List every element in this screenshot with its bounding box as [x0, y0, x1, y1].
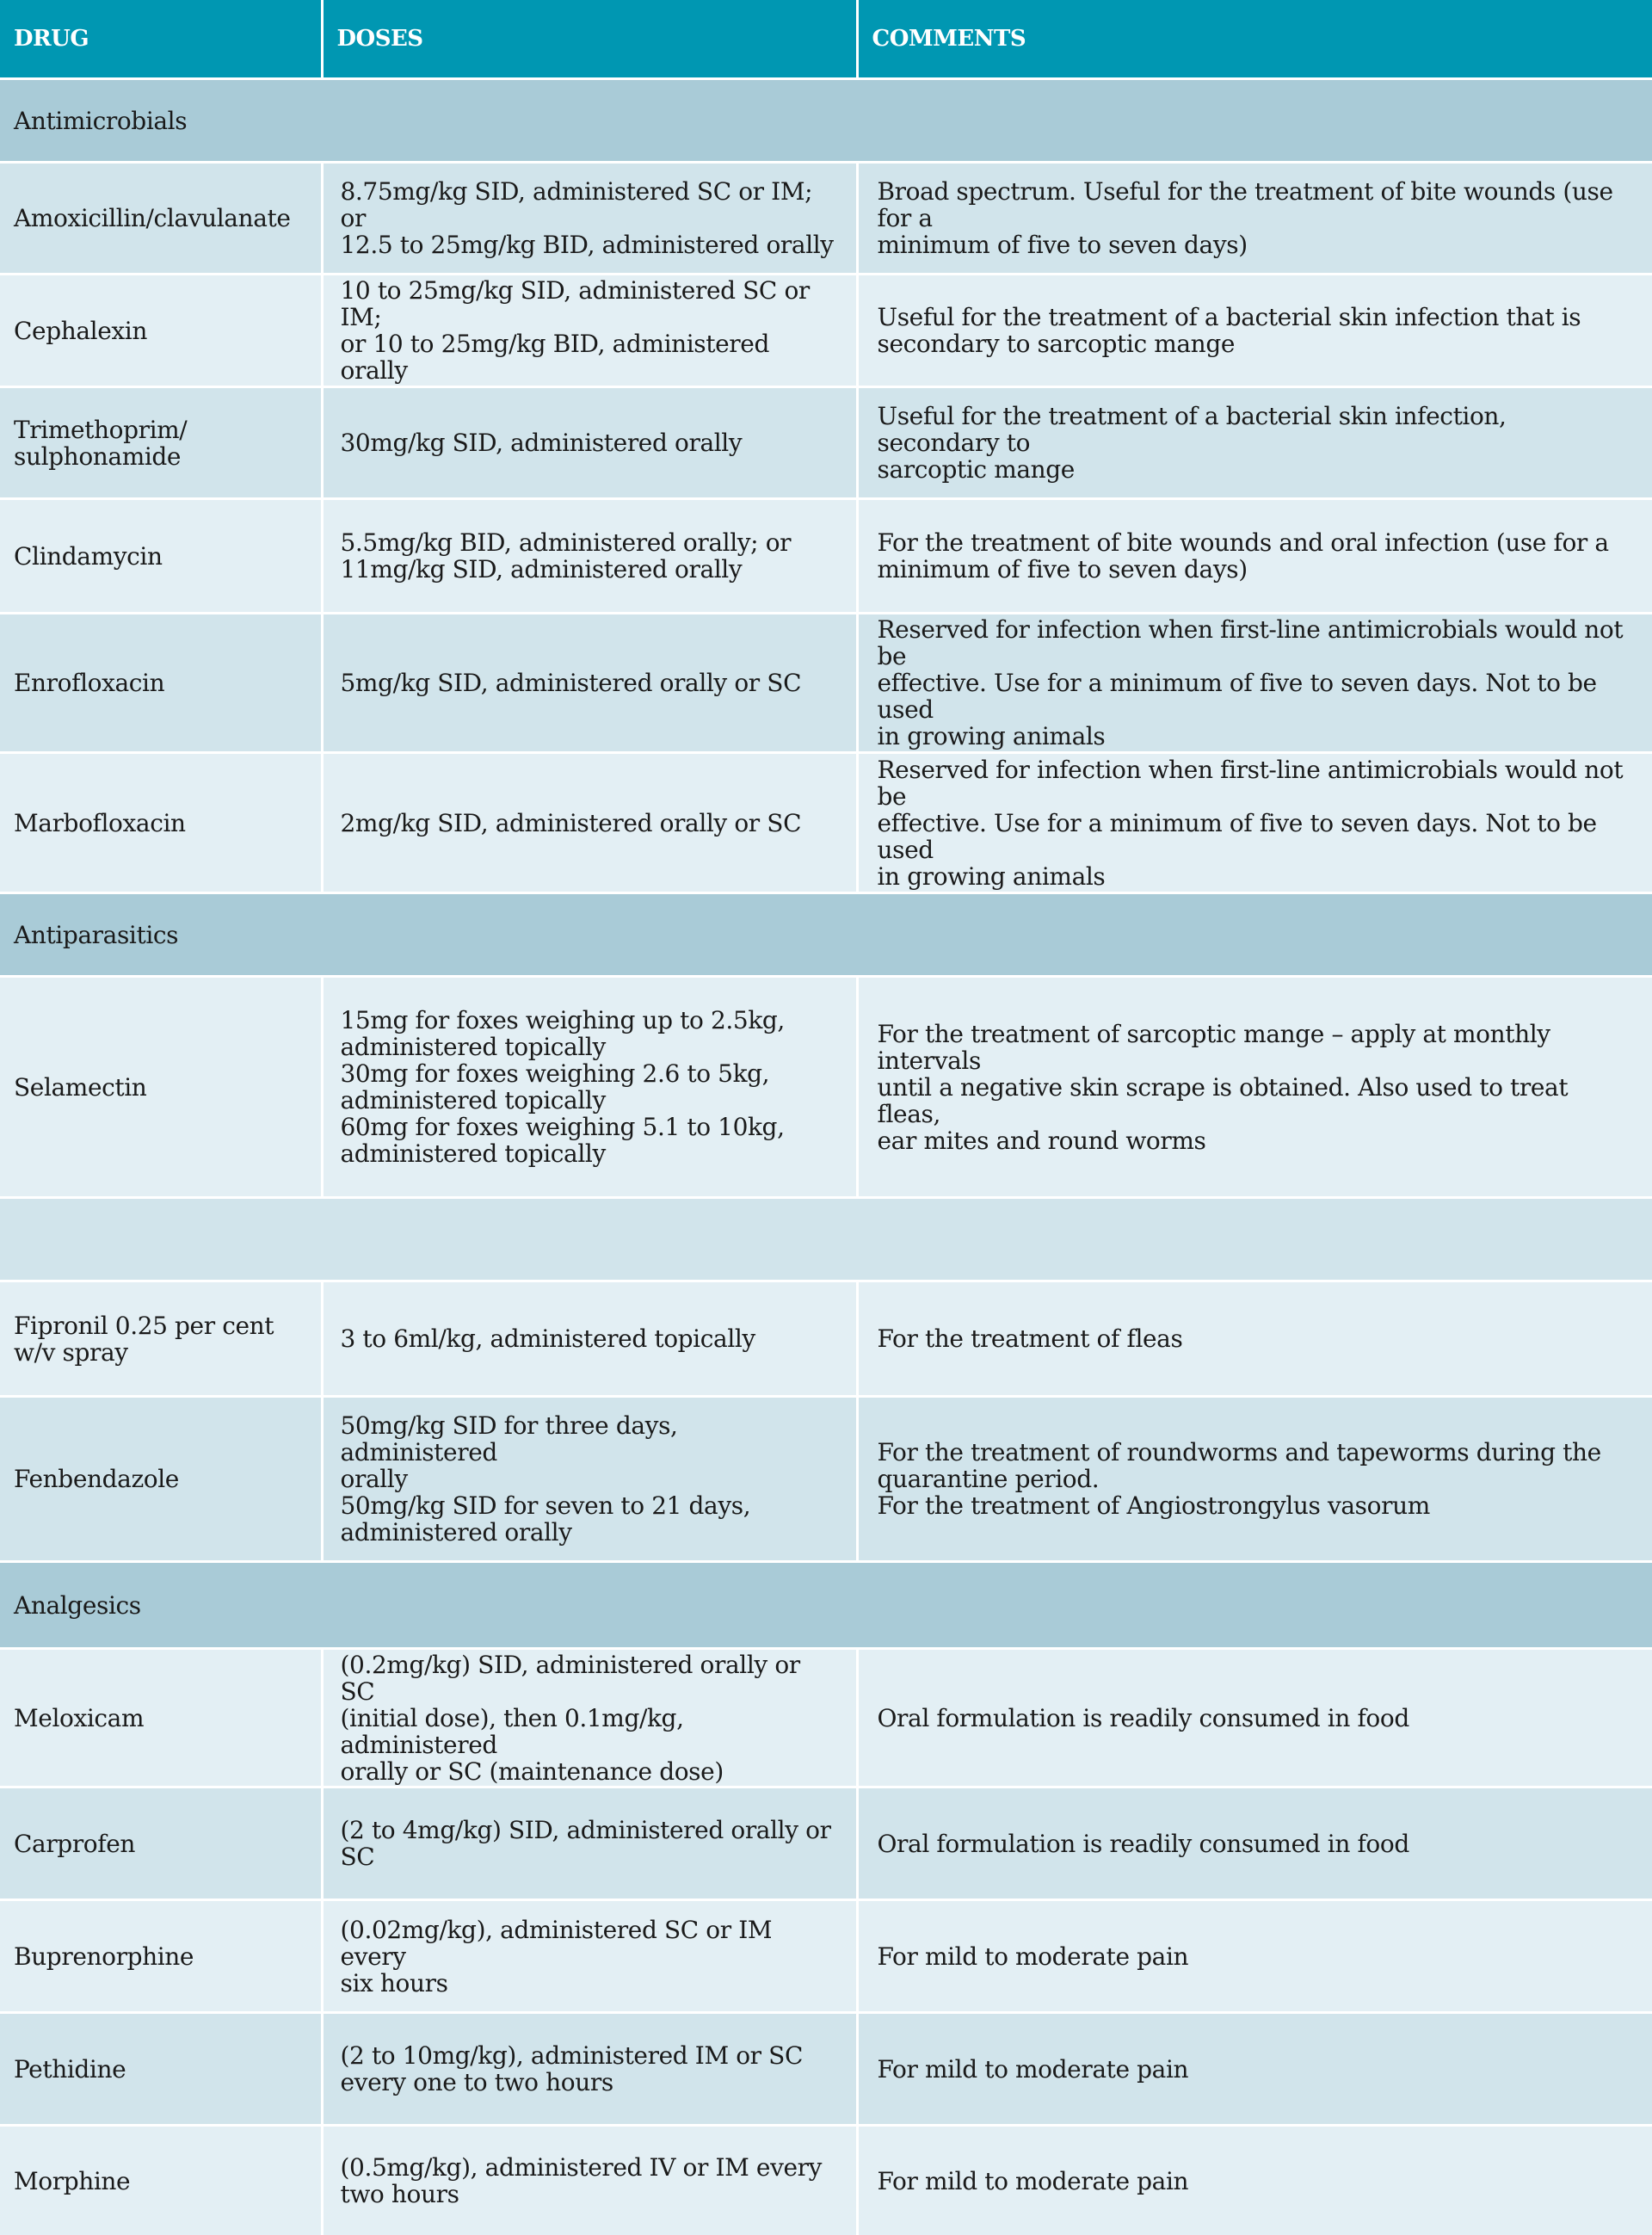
section-title: Antiparasitics — [0, 893, 1652, 977]
comment-cell: For mild to moderate pain — [857, 2126, 1652, 2235]
dose-cell: 2mg/kg SID, administered orally or SC — [322, 753, 857, 893]
dose-cell: (0.02mg/kg), administered SC or IM every six hours — [322, 1900, 857, 2013]
comment-cell: Oral formulation is readily consumed in food — [857, 1787, 1652, 1900]
comment-cell: Reserved for infection when first-line antimicrobials would not be effective. Use for a minimum of five to seven days. Not to be used in growing animals — [857, 753, 1652, 893]
table-row — [0, 275, 1652, 387]
section-row-antiparasitics — [0, 893, 1652, 977]
drug-cell: Amoxicillin/clavulanate — [0, 163, 322, 275]
table-row — [0, 2013, 1652, 2126]
section-title: Antimicrobials — [0, 79, 1652, 163]
comment-cell: For mild to moderate pain — [857, 2013, 1652, 2126]
comment-cell: Useful for the treatment of a bacterial skin infection, secondary to sarcoptic mange — [857, 387, 1652, 499]
comment-cell: Broad spectrum. Useful for the treatment of bite wounds (use for a minimum of five to seven days) — [857, 163, 1652, 275]
dose-cell: 50mg/kg SID for three days, administered orally 50mg/kg SID for seven to 21 days, administered orally — [322, 1397, 857, 1562]
dose-cell: (2 to 10mg/kg), administered IM or SC every one to two hours — [322, 2013, 857, 2126]
comment-cell: For the treatment of fleas — [857, 1281, 1652, 1397]
dose-cell: 8.75mg/kg SID, administered SC or IM; or 12.5 to 25mg/kg BID, administered orally — [322, 163, 857, 275]
drug-cell: Marbofloxacin — [0, 753, 322, 893]
table-row — [0, 1281, 1652, 1397]
column-header-drug: DRUG — [0, 0, 322, 79]
drug-cell: Fipronil 0.25 per cent w/v spray — [0, 1281, 322, 1397]
table-row — [0, 614, 1652, 753]
drug-cell: Selamectin — [0, 977, 322, 1198]
table-header-row — [0, 0, 1652, 79]
empty-cell — [0, 1198, 1652, 1281]
table-row — [0, 1787, 1652, 1900]
table-row — [0, 2126, 1652, 2235]
column-header-comments: COMMENTS — [857, 0, 1652, 79]
dose-cell: 5mg/kg SID, administered orally or SC — [322, 614, 857, 753]
comment-cell: For the treatment of bite wounds and oral infection (use for a minimum of five to seven days) — [857, 499, 1652, 614]
table-row — [0, 1397, 1652, 1562]
section-row-antimicrobials — [0, 79, 1652, 163]
drug-cell: Carprofen — [0, 1787, 322, 1900]
table-row — [0, 499, 1652, 614]
drug-cell: Buprenorphine — [0, 1900, 322, 2013]
table-row — [0, 1649, 1652, 1787]
drug-cell: Morphine — [0, 2126, 322, 2235]
dose-cell: (2 to 4mg/kg) SID, administered orally or SC — [322, 1787, 857, 1900]
comment-cell: Oral formulation is readily consumed in food — [857, 1649, 1652, 1787]
drug-cell: Cephalexin — [0, 275, 322, 387]
comment-cell: Useful for the treatment of a bacterial skin infection that is secondary to sarcoptic mange — [857, 275, 1652, 387]
dose-cell: 5.5mg/kg BID, administered orally; or 11mg/kg SID, administered orally — [322, 499, 857, 614]
comment-cell: For mild to moderate pain — [857, 1900, 1652, 2013]
table-row — [0, 753, 1652, 893]
drug-cell: Pethidine — [0, 2013, 322, 2126]
dose-cell: 10 to 25mg/kg SID, administered SC or IM; or 10 to 25mg/kg BID, administered orally — [322, 275, 857, 387]
column-header-doses: DOSES — [322, 0, 857, 79]
drug-cell: Clindamycin — [0, 499, 322, 614]
comment-cell: For the treatment of roundworms and tapeworms during the quarantine period. For the treatment of Angiostrongylus vasorum — [857, 1397, 1652, 1562]
table-row — [0, 1900, 1652, 2013]
dose-cell: 3 to 6ml/kg, administered topically — [322, 1281, 857, 1397]
section-title: Analgesics — [0, 1562, 1652, 1649]
table-row — [0, 977, 1652, 1198]
dose-cell: (0.2mg/kg) SID, administered orally or SC (initial dose), then 0.1mg/kg, administered orally or SC (maintenance dose) — [322, 1649, 857, 1787]
comment-cell: Reserved for infection when first-line antimicrobials would not be effective. Use for a minimum of five to seven days. Not to be used in growing animals — [857, 614, 1652, 753]
table-row — [0, 387, 1652, 499]
drug-cell: Meloxicam — [0, 1649, 322, 1787]
drug-cell: Fenbendazole — [0, 1397, 322, 1562]
comment-cell: For the treatment of sarcoptic mange – apply at monthly intervals until a negative skin scrape is obtained. Also used to treat fleas, ear mites and round worms — [857, 977, 1652, 1198]
empty-row — [0, 1198, 1652, 1281]
section-row-analgesics — [0, 1562, 1652, 1649]
drug-cell: Enrofloxacin — [0, 614, 322, 753]
table-row — [0, 163, 1652, 275]
dose-cell: (0.5mg/kg), administered IV or IM every two hours — [322, 2126, 857, 2235]
dose-cell: 30mg/kg SID, administered orally — [322, 387, 857, 499]
dose-cell: 15mg for foxes weighing up to 2.5kg, administered topically 30mg for foxes weighing 2.6 to 5kg, administered topically 60mg for foxes weighing 5.1 to 10kg, administered topically — [322, 977, 857, 1198]
drug-cell: Trimethoprim/ sulphonamide — [0, 387, 322, 499]
